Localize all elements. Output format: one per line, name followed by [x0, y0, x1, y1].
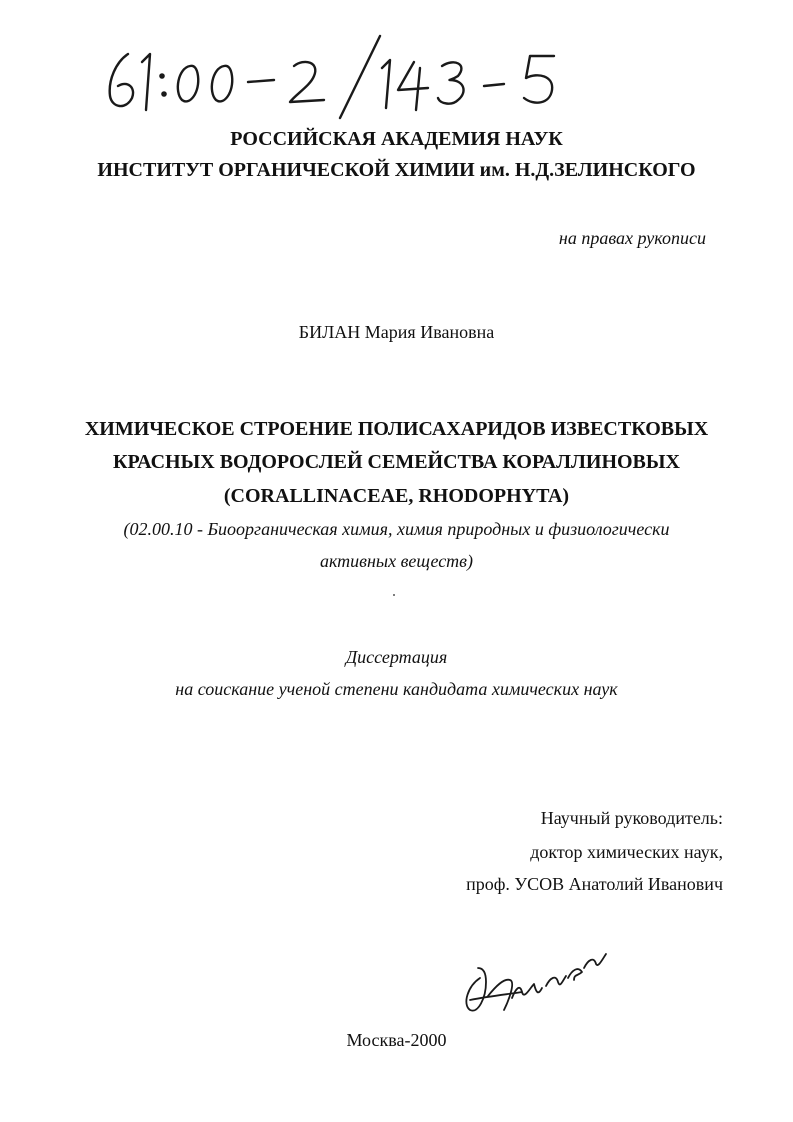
supervisor-label: Научный руководитель: [540, 808, 723, 828]
city-year: Москва-2000 [346, 1030, 447, 1050]
author-name: БИЛАН Мария Ивановна [298, 322, 495, 342]
supervisor-degree: доктор химических наук, [530, 842, 723, 862]
dissertation-degree: на соискание ученой степени кандидата химических наук [175, 679, 618, 699]
title-line-2: КРАСНЫХ ВОДОРОСЛЕЙ СЕМЕЙСТВА КОРАЛЛИНОВЫХ [113, 451, 680, 473]
specialty-line-1: (02.00.10 - Биоорганическая химия, химия природных и физиологически [123, 519, 670, 539]
dissertation-label: Диссертация [345, 647, 448, 667]
institution-line-2: ИНСТИТУТ ОРГАНИЧЕСКОЙ ХИМИИ им. Н.Д.ЗЕЛИНСКОГО [97, 159, 696, 181]
title-line-1: ХИМИЧЕСКОЕ СТРОЕНИЕ ПОЛИСАХАРИДОВ ИЗВЕСТКОВЫХ [84, 418, 709, 440]
supervisor-name: проф. УСОВ Анатолий Иванович [466, 874, 723, 894]
scan-speck [393, 594, 395, 596]
specialty-line-2: активных веществ) [320, 551, 473, 571]
institution-line-1: РОССИЙСКАЯ АКАДЕМИЯ НАУК [230, 128, 563, 150]
handwritten-archive-number [98, 32, 568, 122]
handwritten-signature [450, 938, 630, 1028]
rights-note: на правах рукописи [558, 228, 706, 248]
title-line-3: (CORALLINACEAE, RHODOPHYTA) [223, 485, 570, 507]
